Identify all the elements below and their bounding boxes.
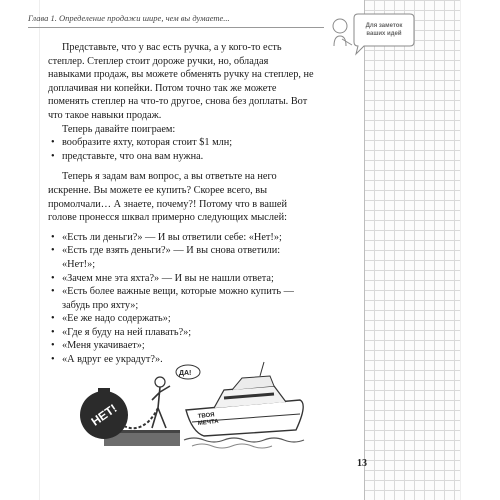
list-item: • «Зачем мне эта яхта?» — И вы не нашли ответа; <box>48 272 314 286</box>
water-waves-2 <box>192 444 272 448</box>
list-item: • «Есть более важные вещи, которые можно купить — забудь про яхту»; <box>48 285 314 312</box>
paragraph-2: Теперь давайте поиграем: <box>62 123 176 135</box>
list-item: • вообразите яхту, которая стоит $1 млн; <box>48 136 314 150</box>
grid-divider <box>364 0 365 500</box>
man-head-icon <box>155 377 165 387</box>
boat-label-line-2: МЕЧТА <box>197 418 219 427</box>
page-number: 13 <box>357 458 367 469</box>
list-item: • представьте, что она вам нужна. <box>48 150 314 164</box>
weight-handle <box>98 388 110 394</box>
bubble-line-2: ваших идей <box>366 31 402 37</box>
boat-label-line-1: ТВОЯ <box>197 412 215 420</box>
notes-bubble-text <box>355 22 413 38</box>
bullet-list-1 <box>48 136 314 163</box>
list-item: • «Меня укачивает»; <box>48 339 314 353</box>
water-waves <box>184 438 304 442</box>
list-item: • «Есть где взять деньги?» — И вы снова ответили: «Нет!»; <box>48 244 314 271</box>
running-header: Глава 1. Определение продажи шире, чем вы думаете... <box>28 13 230 23</box>
header-rule <box>28 27 324 28</box>
list-item: • «А вдруг ее украдут?». <box>48 353 314 367</box>
speech-text: ДА! <box>179 370 192 377</box>
weight-label: НЕТ! <box>88 401 120 429</box>
yacht-mast <box>260 362 264 376</box>
list-item: • «Где я буду на ней плавать?»; <box>48 326 314 340</box>
paragraph-3: Теперь я задам вам вопрос, а вы ответьте на него искренне. Вы можете ее купить? Скорее всего, вы промолчали… А знаете, почему?! Потому что в вашей голове пронесся шквал примерно следующих мыслей: <box>48 171 287 224</box>
paragraph-1: Представьте, что у вас есть ручка, а у кого-то есть степлер. Степлер стоит дороже ручки, но, обладая навыками продаж, вы можете обменять ручку на степлер, не доплачивая ни копейки. Потом точно так же можете поменять степлер на что-то другое, снова без доплаты. Вот что такое навыки продаж. <box>48 42 314 121</box>
list-item: • «Ее же надо содержать»; <box>48 312 314 326</box>
body-text <box>48 41 314 367</box>
bubble-line-1: Для заметок <box>365 23 403 29</box>
notes-grid <box>364 0 460 500</box>
man-figure-icon <box>152 386 170 428</box>
list-item: • «Есть ли деньги?» — И вы ответили себе: «Нет!»; <box>48 231 314 245</box>
bullet-list-2 <box>48 231 314 367</box>
yacht-illustration <box>74 360 314 452</box>
